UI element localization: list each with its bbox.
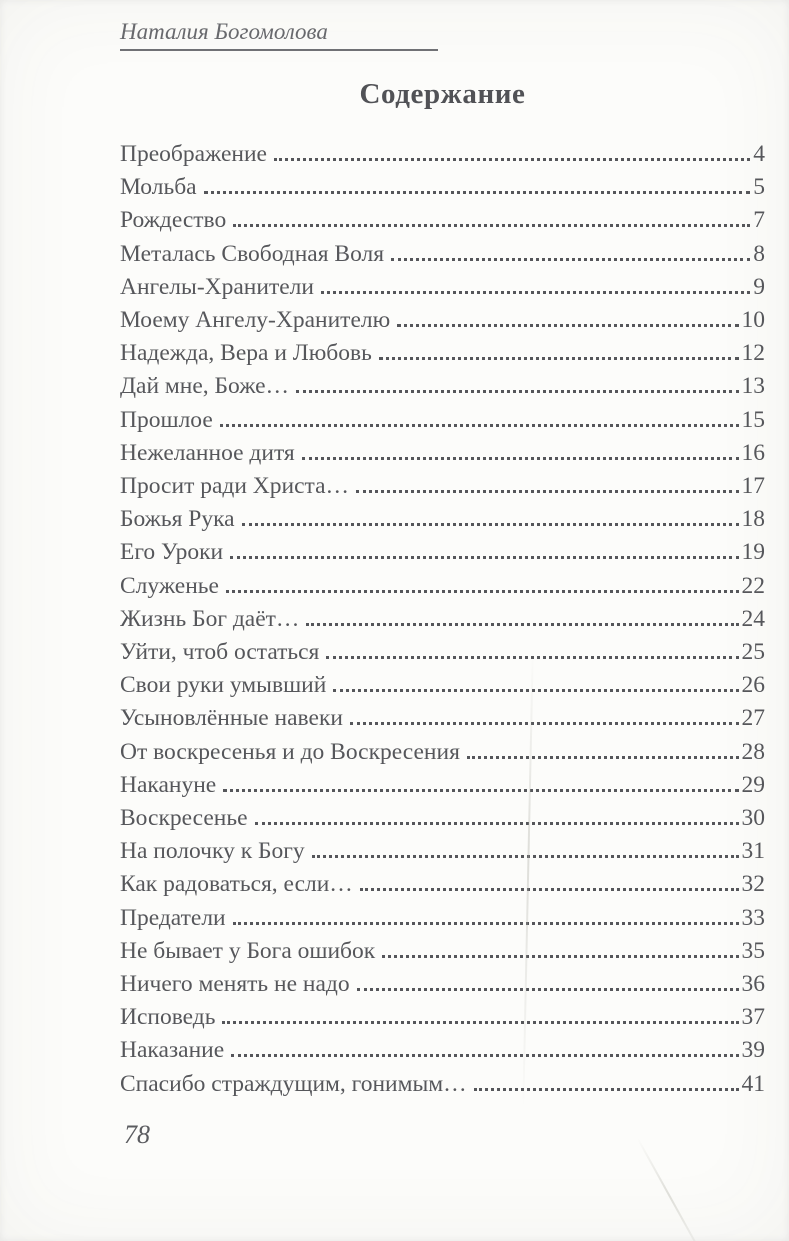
toc-entry-title: Свои руки умывший xyxy=(120,672,327,699)
toc-entry xyxy=(120,337,765,370)
toc-entry-page-number: 31 xyxy=(741,838,765,865)
dot-leader xyxy=(222,1021,738,1024)
toc-entry-page-number: 10 xyxy=(741,307,765,334)
dot-leader xyxy=(356,490,738,493)
toc-entry xyxy=(120,968,765,1001)
toc-entry-title: Исповедь xyxy=(120,1004,216,1031)
dot-leader xyxy=(226,590,739,593)
toc-entry-title: На полочку к Богу xyxy=(120,838,305,865)
dot-leader xyxy=(204,191,751,194)
toc-entry xyxy=(120,304,765,337)
dot-leader xyxy=(233,922,739,925)
toc-entry-page-number: 15 xyxy=(741,406,765,433)
toc-entry-title: Дай мне, Боже… xyxy=(120,373,290,400)
toc-entry-page-number: 17 xyxy=(741,473,765,500)
toc-entry-title: Как радоваться, если… xyxy=(120,871,353,898)
toc-entry-title: Его Уроки xyxy=(120,539,224,566)
toc-entry-title: Мольба xyxy=(120,174,197,201)
folio-page-number: 78 xyxy=(124,1120,150,1149)
toc-entry-title: Божья Рука xyxy=(120,506,235,533)
toc-entry xyxy=(120,1034,765,1067)
dot-leader xyxy=(296,390,738,393)
dot-leader xyxy=(312,855,739,858)
toc-entry-page-number: 41 xyxy=(741,1070,765,1097)
toc-entry xyxy=(120,603,765,636)
toc-entry xyxy=(120,835,765,868)
toc-entry-page-number: 30 xyxy=(741,805,765,832)
dot-leader xyxy=(333,689,738,692)
toc-entry-title: Надежда, Вера и Любовь xyxy=(120,340,372,367)
dot-leader xyxy=(467,756,739,759)
toc-entry-page-number: 26 xyxy=(741,672,765,699)
scan-crease-artifact xyxy=(637,1138,702,1241)
toc-entry xyxy=(120,171,765,204)
toc-entry xyxy=(120,437,765,470)
toc-entry-title: Служенье xyxy=(120,572,219,599)
table-of-contents xyxy=(120,138,765,1101)
toc-entry xyxy=(120,636,765,669)
toc-entry-title: Рождество xyxy=(120,207,227,234)
toc-entry-page-number: 8 xyxy=(753,240,765,267)
toc-entry-title: Просит ради Христа… xyxy=(120,473,350,500)
toc-entry xyxy=(120,138,765,171)
toc-entry xyxy=(120,669,765,702)
dot-leader xyxy=(233,224,750,227)
toc-entry-title: Ангелы-Хранители xyxy=(120,273,314,300)
toc-entry-title: Моему Ангелу-Хранителю xyxy=(120,307,391,334)
dot-leader xyxy=(382,955,738,958)
dot-leader xyxy=(474,1088,739,1091)
dot-leader xyxy=(242,523,739,526)
running-header-author: Наталия Богомолова xyxy=(120,18,438,51)
toc-entry-page-number: 5 xyxy=(753,174,765,201)
toc-entry xyxy=(120,271,765,304)
toc-entry-title: Усыновлённые навеки xyxy=(120,705,343,732)
toc-entry-page-number: 39 xyxy=(741,1037,765,1064)
toc-entry-title: Жизнь Бог даёт… xyxy=(120,605,300,632)
toc-entry-page-number: 16 xyxy=(741,439,765,466)
toc-entry-title: Металась Свободная Воля xyxy=(120,240,385,267)
toc-entry-page-number: 7 xyxy=(753,207,765,234)
toc-entry xyxy=(120,404,765,437)
toc-entry xyxy=(120,370,765,403)
toc-entry-page-number: 24 xyxy=(741,605,765,632)
dot-leader xyxy=(255,822,739,825)
toc-entry-page-number: 33 xyxy=(741,904,765,931)
dot-leader xyxy=(350,722,739,725)
toc-entry xyxy=(120,470,765,503)
toc-entry-title: Наказание xyxy=(120,1037,225,1064)
toc-entry-page-number: 18 xyxy=(741,506,765,533)
dot-leader xyxy=(321,291,750,294)
dot-leader xyxy=(274,158,750,161)
toc-entry xyxy=(120,902,765,935)
toc-entry-page-number: 13 xyxy=(741,373,765,400)
toc-entry-page-number: 19 xyxy=(741,539,765,566)
toc-entry-title: Не бывает у Бога ошибок xyxy=(120,937,376,964)
toc-entry-page-number: 12 xyxy=(741,340,765,367)
toc-entry xyxy=(120,935,765,968)
dot-leader xyxy=(397,324,738,327)
toc-entry xyxy=(120,736,765,769)
page-title: Содержание xyxy=(359,78,526,110)
dot-leader xyxy=(379,357,739,360)
toc-entry-title: Прошлое xyxy=(120,406,213,433)
toc-entry-title: Предатели xyxy=(120,904,226,931)
toc-entry xyxy=(120,503,765,536)
dot-leader xyxy=(302,457,739,460)
toc-entry xyxy=(120,204,765,237)
toc-entry-page-number: 25 xyxy=(741,639,765,666)
dot-leader xyxy=(231,1054,738,1057)
toc-entry xyxy=(120,802,765,835)
toc-entry xyxy=(120,702,765,735)
toc-entry-page-number: 35 xyxy=(741,937,765,964)
toc-entry xyxy=(120,238,765,271)
toc-entry-title: Воскресенье xyxy=(120,805,248,832)
toc-entry-page-number: 37 xyxy=(741,1004,765,1031)
toc-entry-page-number: 32 xyxy=(741,871,765,898)
toc-entry-page-number: 22 xyxy=(741,572,765,599)
toc-entry-title: Нежеланное дитя xyxy=(120,439,295,466)
toc-entry-title: От воскресенья и до Воскресения xyxy=(120,738,460,765)
dot-leader xyxy=(306,623,738,626)
toc-entry-page-number: 28 xyxy=(741,738,765,765)
toc-entry xyxy=(120,868,765,901)
toc-entry-title: Преображение xyxy=(120,141,267,167)
toc-entry-title: Накануне xyxy=(120,771,217,798)
toc-entry-title: Спасибо страждущим, гонимым… xyxy=(120,1070,467,1097)
toc-entry xyxy=(120,769,765,802)
toc-entry-page-number: 9 xyxy=(753,273,765,300)
toc-entry xyxy=(120,536,765,569)
dot-leader xyxy=(223,789,738,792)
toc-entry-page-number: 4 xyxy=(753,141,765,167)
toc-entry-page-number: 27 xyxy=(741,705,765,732)
toc-entry xyxy=(120,1001,765,1034)
dot-leader xyxy=(220,424,739,427)
toc-entry-page-number: 29 xyxy=(741,771,765,798)
toc-entry-title: Ничего менять не надо xyxy=(120,971,350,998)
dot-leader xyxy=(360,888,739,891)
dot-leader xyxy=(391,258,750,261)
dot-leader xyxy=(230,556,738,559)
toc-entry-page-number: 36 xyxy=(741,971,765,998)
toc-entry xyxy=(120,1068,765,1101)
dot-leader xyxy=(357,988,739,991)
toc-entry xyxy=(120,570,765,603)
toc-entry-title: Уйти, чтоб остаться xyxy=(120,639,320,666)
